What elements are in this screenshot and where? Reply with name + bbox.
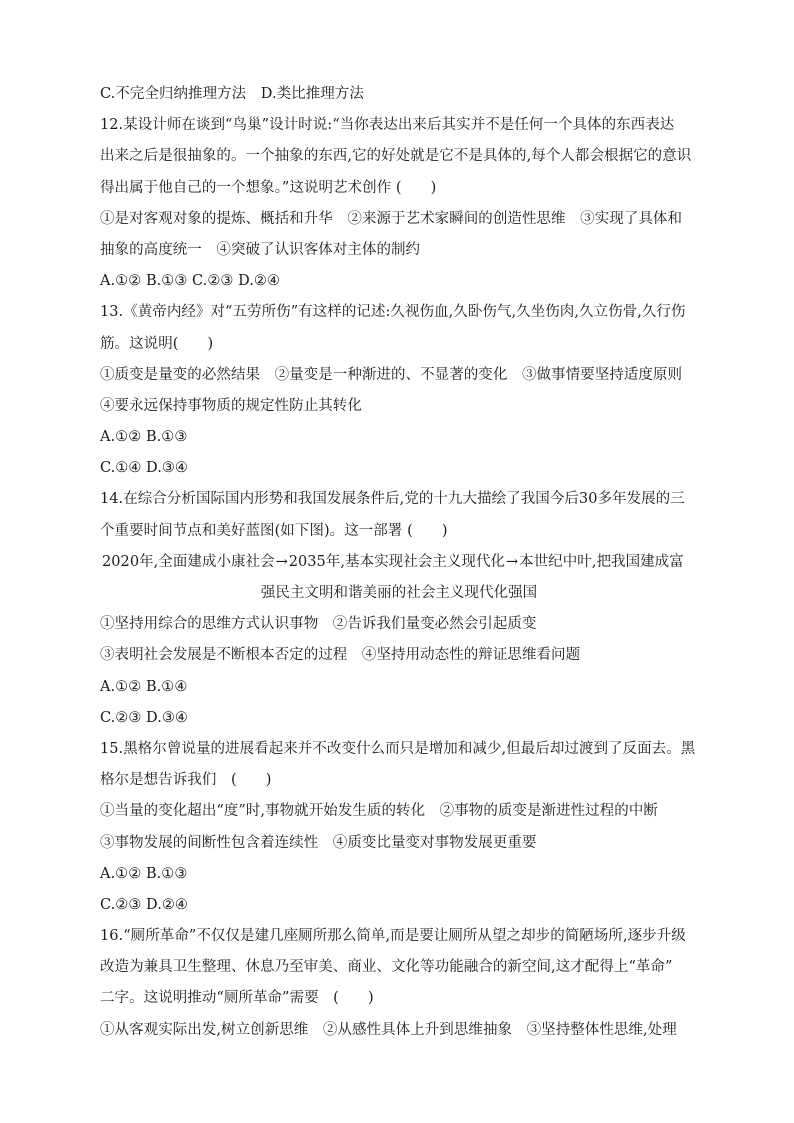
question-13-options: ①质变是量变的必然结果 ②量变是一种渐进的、不显著的变化 ③做事情要坚持适度原则 <box>100 366 682 383</box>
question-13-stem: 13.《黄帝内经》对“五劳所伤”有这样的记述:久视伤血,久卧伤气,久坐伤肉,久立伤骨,久行伤 <box>100 304 686 321</box>
text-line: 个重要时间节点和美好蓝图(如下图)。这一部署 ( ) <box>100 522 448 539</box>
text-line: 格尔是想告诉我们 ( ) <box>100 772 272 789</box>
question-16-options: ①从客观实际出发,树立创新思维 ②从感性具体上升到思维抽象 ③坚持整体性思维,处理 <box>100 1021 677 1038</box>
timeline-diagram-continuation: 强民主文明和谐美丽的社会主义现代化强国 <box>260 585 538 601</box>
question-14-answers: C.②③ D.③④ <box>100 709 188 726</box>
question-15-stem: 15.黑格尔曾说量的进展看起来并不改变什么而只是增加和减少,但最后却过渡到了反面去。黑 <box>100 740 696 757</box>
arrow-right-icon: → <box>505 553 519 570</box>
question-13-answers: A.①② B.①③ <box>100 429 188 446</box>
timeline-diagram <box>100 547 698 578</box>
question-14-answers: A.①② B.①④ <box>100 678 188 695</box>
text-line: C.不完全归纳推理方法 D.类比推理方法 <box>100 86 364 102</box>
text-line: 筋。这说明( ) <box>100 335 214 352</box>
question-15-answers: C.②③ D.②④ <box>100 896 188 913</box>
question-14-options: ①坚持用综合的思维方式认识事物 ②告诉我们量变必然会引起质变 <box>100 616 537 633</box>
question-15-answers: A.①② B.①③ <box>100 865 188 882</box>
text-line: ④要永远保持事物质的规定性防止其转化 <box>100 397 362 414</box>
question-12-options: ①是对客观对象的提炼、概括和升华 ②来源于艺术家瞬间的创造性思维 ③实现了具体和 <box>100 210 682 227</box>
question-12-stem: 12.某设计师在谈到“鸟巢”设计时说:“当你表达出来后其实并不是任何一个具体的东西表达 <box>100 117 675 134</box>
question-16-stem: 16.“厕所革命”不仅仅是建几座厕所那么简单,而是要让厕所从望之却步的简陋场所,逐步升级 <box>100 928 686 945</box>
text-line: 出来之后是很抽象的。一个抽象的东西,它的好处就是它不是具体的,每个人都会根据它的意识 <box>100 148 692 165</box>
question-12-answers: A.①② B.①③ C.②③ D.②④ <box>100 273 281 290</box>
timeline-step-mid-century: 本世纪中叶,把我国建成富 <box>519 553 684 570</box>
text-line: 得出属于他自己的一个想象。”这说明艺术创作 ( ) <box>100 179 437 196</box>
timeline-step-2020: 2020年,全面建成小康社会 <box>102 553 275 570</box>
timeline-step-2035: 2035年,基本实现社会主义现代化 <box>288 553 506 570</box>
question-15-options: ①当量的变化超出“度”时,事物就开始发生质的转化 ②事物的质变是渐进性过程的中断 <box>100 803 658 820</box>
text-line: 二字。这说明推动“厕所革命”需要 ( ) <box>100 990 374 1007</box>
text-line: 抽象的高度统一 ④突破了认识客体对主体的制约 <box>100 241 421 258</box>
text-line: 改造为兼具卫生整理、休息乃至审美、商业、文化等功能融合的新空间,这才配得上“革命” <box>100 959 673 976</box>
text-line: ③事物发展的间断性包含着连续性 ④质变比量变对事物发展更重要 <box>100 834 537 851</box>
text-line: ③表明社会发展是不断根本否定的过程 ④坚持用动态性的辩证思维看问题 <box>100 647 581 664</box>
arrow-right-icon: → <box>275 553 288 570</box>
question-14-stem: 14.在综合分析国际国内形势和我国发展条件后,党的十九大描绘了我国今后30多年发展的三 <box>100 491 685 508</box>
question-13-answers: C.①④ D.③④ <box>100 460 188 477</box>
